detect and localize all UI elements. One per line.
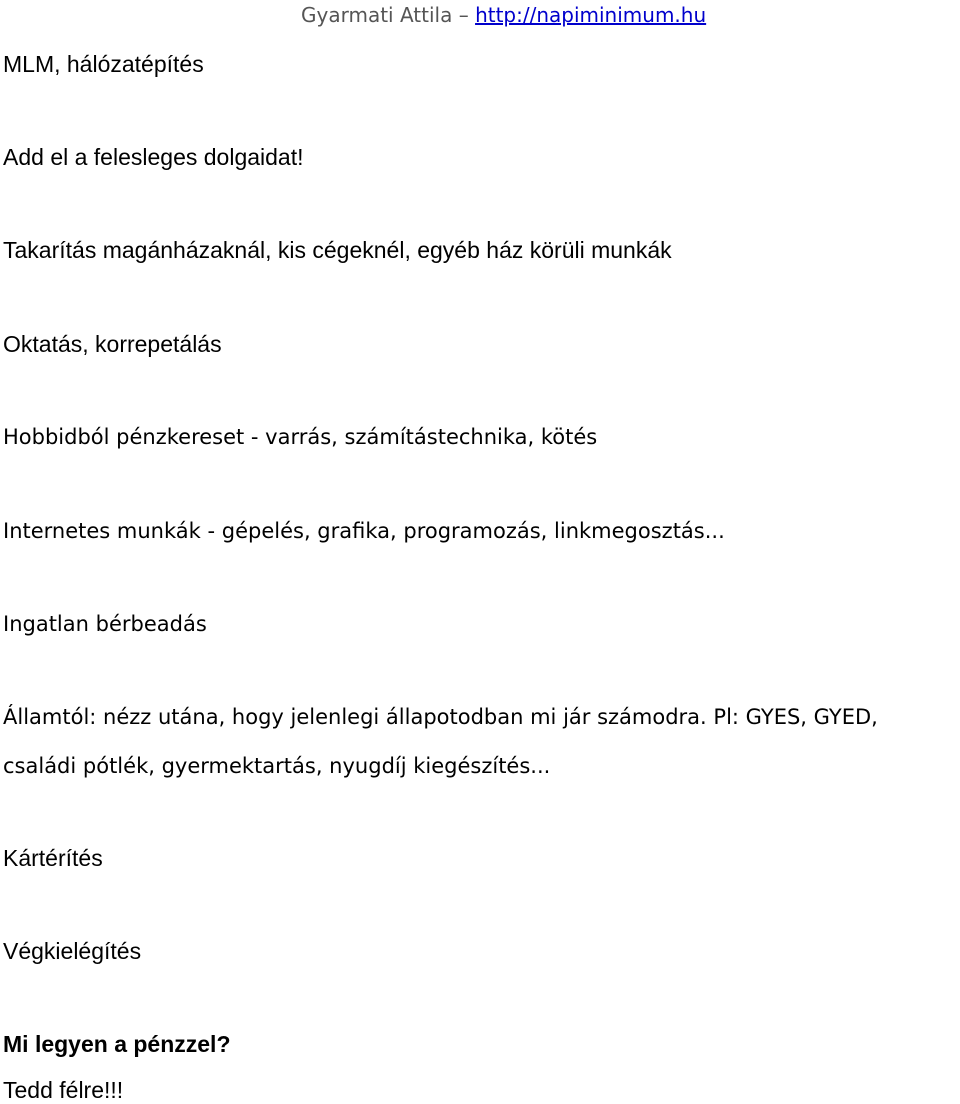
page-header xyxy=(301,3,706,27)
text-line-cleaning: Takarítás magánházaknál, kis cégeknél, egyéb ház körüli munkák xyxy=(3,237,672,263)
text-line-tutoring: Oktatás, korrepetálás xyxy=(3,331,222,357)
author-name: Gyarmati Attila xyxy=(301,3,453,27)
text-line-internet-jobs: Internetes munkák - gépelés, grafika, programozás, linkmegosztás... xyxy=(3,519,725,543)
text-line-state-benefits: Államtól: nézz utána, hogy jelenlegi állapotodban mi jár számodra. Pl: GYES, GYED, xyxy=(3,705,878,729)
text-line-sell-items: Add el a felesleges dolgaidat! xyxy=(3,144,304,170)
text-line-severance: Végkielégítés xyxy=(3,938,142,964)
text-line-hobby: Hobbidból pénzkereset - varrás, számítástechnika, kötés xyxy=(3,425,598,449)
text-line-state-benefits-cont: családi pótlék, gyermektartás, nyugdíj kiegészítés... xyxy=(3,754,551,778)
text-line-mlm: MLM, hálózatépítés xyxy=(3,51,204,77)
section-heading-money: Mi legyen a pénzzel? xyxy=(3,1031,231,1057)
text-line-save: Tedd félre!!! xyxy=(3,1077,124,1103)
header-separator: – xyxy=(458,3,469,27)
site-link[interactable]: http://napiminimum.hu xyxy=(475,3,707,27)
text-line-compensation: Kártérítés xyxy=(3,845,103,871)
text-line-rental: Ingatlan bérbeadás xyxy=(3,612,207,636)
